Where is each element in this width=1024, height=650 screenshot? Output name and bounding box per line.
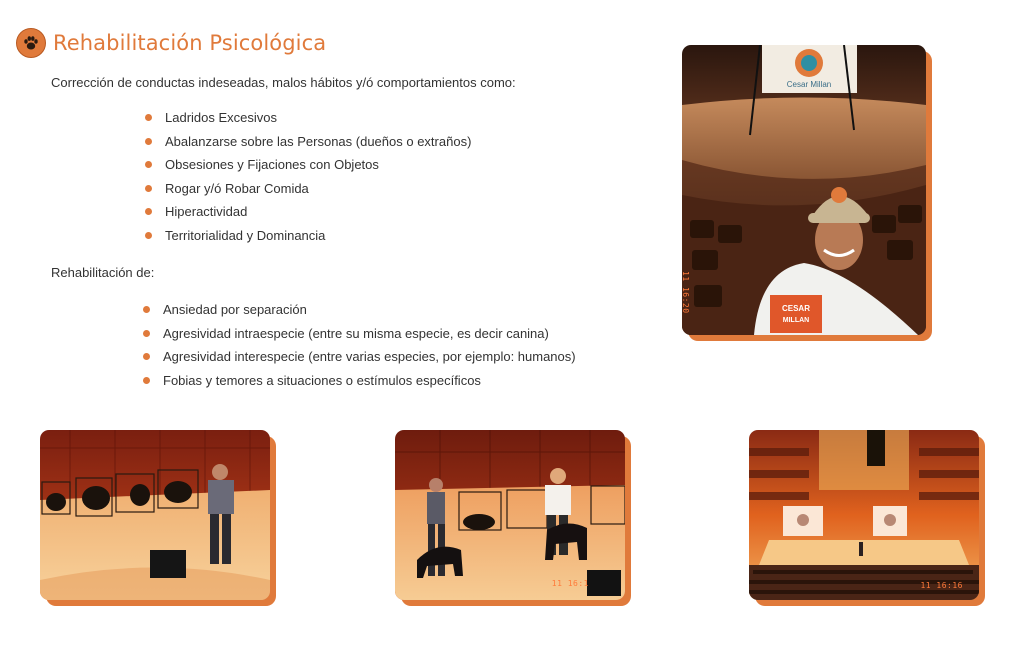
behaviors-list — [165, 106, 471, 248]
bullet-icon — [143, 377, 150, 384]
paw-icon — [16, 28, 46, 58]
list-item: Hiperactividad — [165, 200, 471, 224]
svg-text:MILLAN: MILLAN — [782, 317, 810, 324]
stage-photo-two — [395, 430, 625, 600]
rehab-heading: Rehabilitación de: — [51, 265, 155, 280]
date-stamp: 11 16:1 — [551, 579, 589, 588]
portrait-photo — [682, 45, 926, 335]
svg-text:CESAR: CESAR — [781, 304, 811, 313]
bullet-icon — [143, 330, 150, 337]
bullet-icon — [145, 161, 152, 168]
bullet-icon — [143, 306, 150, 313]
list-item: Ladridos Excesivos — [165, 106, 471, 130]
list-item: Rogar y/ó Robar Comida — [165, 177, 471, 201]
page-title: Rehabilitación Psicológica — [53, 31, 327, 55]
bullet-icon — [145, 232, 152, 239]
date-stamp: 11 16:20 — [681, 271, 690, 314]
svg-text:Cesar Millan: Cesar Millan — [786, 80, 832, 89]
list-item: Agresividad intraespecie (entre su misma especie, es decir canina) — [163, 322, 576, 346]
bullet-icon — [145, 138, 152, 145]
list-item: Obsesiones y Fijaciones con Objetos — [165, 153, 471, 177]
bullet-icon — [143, 353, 150, 360]
bullet-icon — [145, 114, 152, 121]
list-item: Ansiedad por separación — [163, 298, 576, 322]
list-item: Agresividad interespecie (entre varias especies, por ejemplo: humanos) — [163, 345, 576, 369]
list-item: Territorialidad y Dominancia — [165, 224, 471, 248]
rehab-list — [163, 298, 576, 392]
auditorium-photo — [749, 430, 979, 600]
date-stamp: 11 16:16 — [920, 581, 963, 590]
bullet-icon — [145, 208, 152, 215]
bullet-icon — [145, 185, 152, 192]
list-item: Abalanzarse sobre las Personas (dueños o extraños) — [165, 130, 471, 154]
page-header — [16, 28, 326, 58]
intro-text: Corrección de conductas indeseadas, malos hábitos y/ó comportamientos como: — [51, 75, 516, 90]
list-item: Fobias y temores a situaciones o estímulos específicos — [163, 369, 576, 393]
stage-photo-one — [40, 430, 270, 600]
